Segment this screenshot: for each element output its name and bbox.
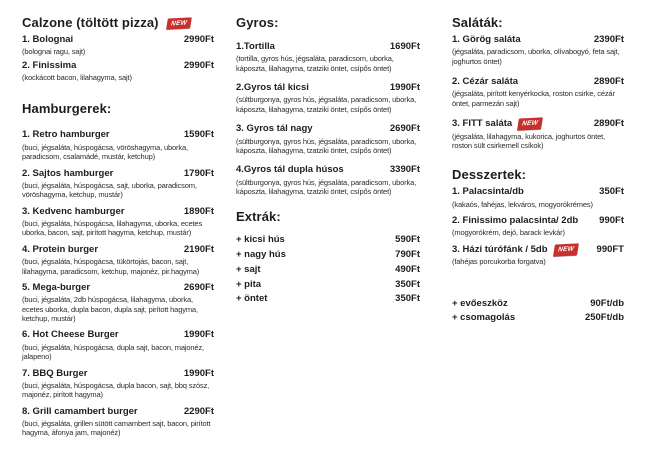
item-description: (buci, jégsaláta, grillen sütött camambert sajt, bacon, pirított hagyma, áfonya jam, majonéz) [22,419,211,438]
item-price: 2890Ft [593,118,624,130]
item-name: 2. Cézár saláta [452,76,519,88]
menu-item-row [22,60,214,72]
section-title: Desszertek: [452,167,527,183]
section-items [452,297,624,326]
item-price: 2190Ft [183,243,214,255]
item-name: 4.Gyros tál dupla húsos [236,164,344,176]
menu-item-row [22,206,214,218]
item-name: 4. Protein burger [22,243,99,255]
menu-section [452,297,624,326]
item-description: (sültburgonya, gyros hús, jégsaláta, paradicsom, uborka, káposzta, lilahagyma, tzatziki öntet, csípős öntet) [236,136,417,155]
menu-item [22,282,214,324]
new-badge: NEW [553,243,579,256]
menu-item [236,82,420,114]
item-name: 3. Házi túrófánk / 5db [452,243,548,255]
item-description: (buci, jégsaláta, húspogácsa, dupla sajt, bacon, majonéz, jalapeno) [22,342,204,362]
extra-price: 90Ft/db [590,297,624,309]
item-name: 2. Sajtos hamburger [22,167,114,179]
item-name: 1. Retro hamburger [22,129,110,141]
item-price: 1990Ft [389,82,420,94]
section-header [452,16,624,31]
menu-item-row [22,282,214,294]
item-name: 3. FITT saláta [452,118,513,130]
menu-item [452,76,624,108]
item-name: 5. Mega-burger [22,281,91,293]
menu-column [236,16,420,325]
item-price: 2990Ft [183,33,214,45]
menu-item-row [236,82,420,94]
item-description: (buci, jégsaláta, húspogácsa, vöröshagyma, uborka, paradicsom, csalamádé, mustár, ketchup) [22,142,188,162]
item-name: 3. Gyros tál nagy [236,123,313,135]
menu-section [452,168,624,266]
item-name: 1. Görög saláta [452,33,521,45]
item-description: (buci, jégsaláta, húspogácsa, tükörtojás, bacon, sajt, lilahagyma, paradicsom, ketchup, majonéz, pir.hagyma) [22,257,200,276]
menu-item [452,215,624,238]
extra-price: 590Ft [395,234,420,246]
extra-name: + pita [236,278,262,290]
item-name: 7. BBQ Burger [22,367,88,379]
section-header [236,16,420,31]
item-price: 1690Ft [389,40,420,52]
item-description: (mogyorókrém, dejó, barack levkár) [452,228,565,238]
menu-section [236,210,420,307]
extra-price: 350Ft [395,278,420,290]
menu-item-row [452,186,624,198]
section-title: Gyros: [236,15,279,30]
section-items [236,233,420,307]
menu-item [236,41,420,73]
item-name: 1. Bolognai [22,33,74,45]
extra-name: + csomagolás [452,312,516,324]
extra-item [236,292,420,307]
extra-item [452,297,624,312]
item-price: 2890Ft [593,76,624,88]
item-price: 1790Ft [183,167,214,179]
item-description: (fahéjas porcukorba forgatva) [452,257,546,267]
menu-item [22,168,214,200]
menu-item-row [22,34,214,46]
item-price: 2690Ft [183,281,214,293]
item-description: (buci, jégsaláta, húspogácsa, sajt, uborka, paradicsom, vöröshagyma, ketchup, mustár) [22,180,197,200]
menu-item-row [236,123,420,135]
item-price: 350Ft [599,186,624,198]
menu-column [22,16,214,456]
item-name: 2.Gyros tál kicsi [236,82,309,94]
item-description: (sültburgonya, gyros hús, jégsaláta, paradicsom, uborka, káposzta, lilahagyma, tzatziki öntet, csípős öntet) [236,95,417,114]
menu-item-row [22,244,214,256]
section-items [452,186,624,266]
item-description: (jégsaláta, paradicsom, uborka, olívabogyó, feta sajt, joghurtos öntet) [452,47,620,66]
menu-item [22,129,214,161]
section-title: Calzone (töltött pizza) [22,15,159,30]
extra-price: 350Ft [395,293,420,305]
item-name: 3. Kedvenc hamburger [22,205,125,217]
menu-item [22,329,214,361]
item-description: (kockácott bacon, lilahagyma, sajt) [22,73,132,83]
menu-item [22,406,214,438]
menu-item-row [22,329,214,341]
menu-section [22,16,214,82]
item-price: 3390Ft [389,164,420,176]
menu-item-row [452,244,624,256]
item-price: 1890Ft [183,205,214,217]
item-name: 2. Finissimo palacsinta/ 2db [452,215,579,226]
menu-item [22,368,214,400]
item-name: 2. Finissima [22,59,77,71]
item-description: (buci, jégsaláta, 2db húspogácsa, lilahagyma, uborka, ecetes uborka, dupla bacon, dupla sajt, pirított hagyma, ketchup, mustár) [22,295,198,323]
menu-item-row [22,168,214,180]
menu-item [236,164,420,196]
item-name: 1. Palacsinta/db [452,186,524,198]
extra-price: 790Ft [395,249,420,261]
item-price: 2990Ft [183,59,214,71]
menu-column [452,16,624,344]
menu-item [22,206,214,238]
item-price: 990Ft [599,215,624,226]
menu-item-row [452,118,624,130]
extra-name: + evőeszköz [452,297,508,309]
extra-price: 490Ft [395,263,420,275]
menu-item [452,118,624,150]
menu-item [22,244,214,276]
new-badge: NEW [166,18,192,30]
menu-item-row [452,215,624,227]
extra-price: 250Ft/db [584,312,624,324]
menu-section [236,16,420,196]
menu-item [22,60,214,83]
item-name: 1.Tortilla [236,40,275,52]
menu-item [22,34,214,57]
extra-name: + öntet [236,293,268,305]
item-description: (kakaós, fahéjas, lekváros, mogyorókrémes) [452,199,593,209]
section-header [22,102,214,117]
item-price: 1990Ft [183,367,214,379]
new-badge: NEW [517,118,543,131]
menu-item-row [236,164,420,176]
section-items [236,41,420,197]
extra-item [236,263,420,278]
item-price: 1990Ft [183,329,214,341]
menu-item [452,186,624,209]
menu-item-row [22,129,214,141]
item-price: 1590Ft [183,129,214,141]
item-price: 2290Ft [183,405,214,417]
item-name: 8. Grill camambert burger [22,405,138,417]
item-price: 2390Ft [593,33,624,45]
menu-item-row [22,406,214,418]
item-description: (bolognai ragu, sajt) [22,47,86,57]
menu-section [22,102,214,437]
item-description: (sültburgonya, gyros hús, jégsaláta, paradicsom, uborka, káposzta, lilahagyma, tzatziki öntet, csípős öntet) [236,177,417,197]
section-header [22,16,214,31]
menu-item [236,123,420,155]
section-title: Saláták: [452,15,503,30]
menu-item-row [236,41,420,53]
menu-item-row [452,76,624,88]
item-price: 990FT [596,243,624,255]
section-items [22,34,214,83]
menu-columns [22,16,646,456]
menu-item [452,244,624,267]
item-description: (tortilla, gyros hús, jégsaláta, paradicsom, uborka, káposzta, lilahagyma, tzatziki öntet, csípős öntet) [236,54,394,73]
item-price: 2690Ft [389,123,420,135]
section-header [452,168,624,183]
extra-name: + kicsi hús [236,234,285,246]
section-items [452,34,624,150]
extra-name: + sajt [236,263,261,275]
item-name: 6. Hot Cheese Burger [22,329,119,341]
menu-section [452,16,624,150]
extra-item [452,311,624,326]
extra-item [236,248,420,263]
item-description: (jégsaláta, lilahagyma, kukorica, joghurtos öntet, roston sült csirkemell csíkok) [452,131,606,150]
menu-item-row [22,368,214,380]
item-description: (buci, jégsaláta, húspogácsa, dupla bacon, sajt, bbq szósz, majonéz, pirított hagyma) [22,380,210,400]
section-header [236,210,420,225]
extra-name: + nagy hús [236,249,286,261]
menu-item-row [452,34,624,46]
section-items [22,129,214,437]
extra-item [236,278,420,293]
section-title: Hamburgerek: [22,101,112,117]
menu-item [452,34,624,66]
extra-item [236,233,420,248]
item-description: (buci, jégsaláta, húspogácsa, lilahagyma, uborka, ecetes uborka, bacon, sajt, pirított hagyma, ketchup, mustár) [22,219,203,238]
section-title: Extrák: [236,209,281,225]
item-description: (jégsaláta, pirított kenyérkocka, roston csirke, cézár öntet, parmezán sajt) [452,89,615,108]
